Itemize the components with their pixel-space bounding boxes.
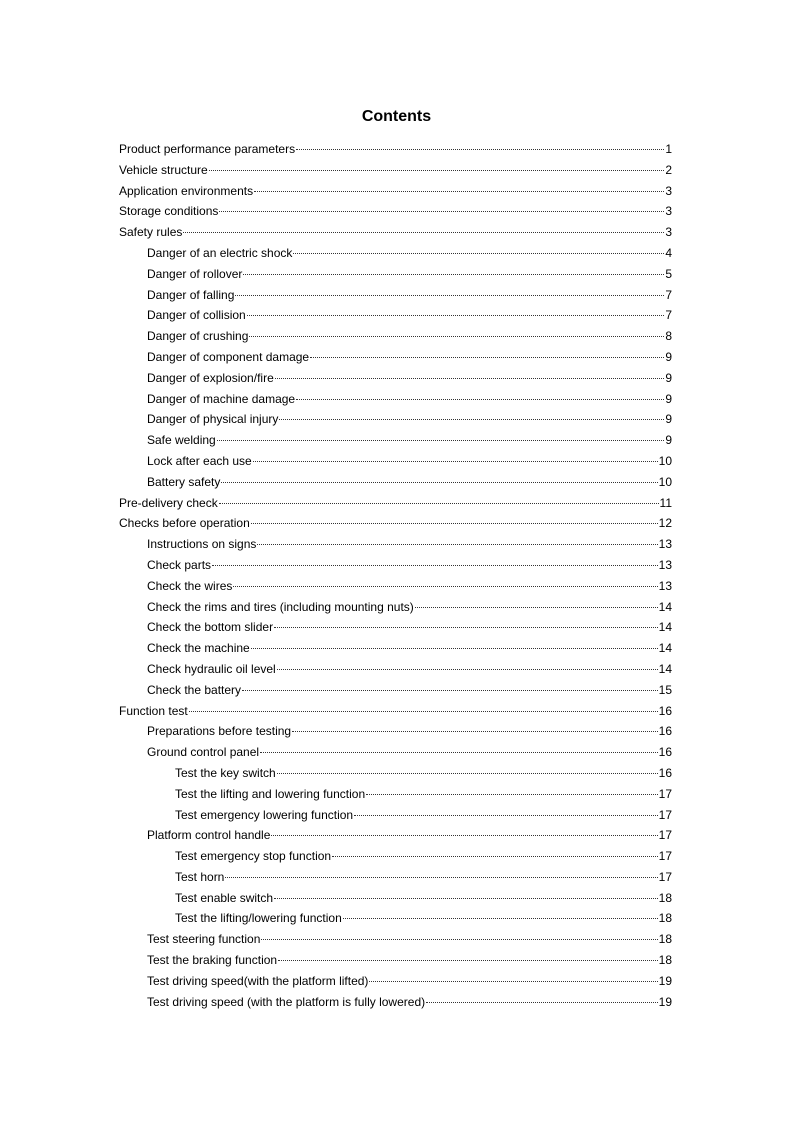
toc-entry-label: Platform control handle (147, 828, 271, 843)
toc-entry-page-number: 10 (658, 474, 672, 489)
dot-leader (426, 1002, 658, 1003)
toc-entry-label: Product performance parameters (119, 142, 296, 156)
toc-entry[interactable] (119, 513, 672, 534)
toc-entry-page-number: 11 (659, 495, 672, 510)
toc-entry-page-number: 4 (665, 245, 672, 260)
toc-entry[interactable] (119, 472, 672, 493)
dot-leader (251, 523, 658, 524)
toc-entry-page-number: 8 (665, 329, 672, 344)
toc-entry[interactable] (119, 784, 672, 805)
toc-entry-label: Danger of rollover (147, 266, 243, 281)
toc-entry-page-number: 10 (658, 453, 672, 468)
toc-entry-page-number: 15 (658, 682, 672, 697)
toc-entry-label: Danger of physical injury (147, 412, 279, 427)
dot-leader (217, 440, 665, 441)
toc-entry-label: Test steering function (147, 932, 261, 947)
toc-entry[interactable] (119, 451, 672, 472)
toc-entry-label: Danger of falling (147, 287, 235, 302)
toc-entry[interactable] (119, 181, 672, 202)
toc-entry-label: Test enable switch (175, 890, 274, 905)
toc-entry[interactable] (119, 305, 672, 326)
dot-leader (189, 711, 658, 712)
toc-entry[interactable] (119, 680, 672, 701)
toc-entry-label: Danger of machine damage (147, 391, 296, 406)
toc-entry[interactable] (119, 992, 672, 1013)
toc-entry-label: Danger of explosion/fire (147, 370, 274, 385)
toc-entry-page-number: 18 (658, 890, 672, 905)
toc-entry-page-number: 13 (658, 578, 672, 593)
toc-entry-label: Check the battery (147, 682, 242, 697)
toc-entry[interactable] (119, 742, 672, 763)
toc-entry-page-number: 2 (665, 162, 672, 177)
toc-entry-page-number: 16 (658, 745, 672, 760)
toc-entry-label: Check the wires (147, 578, 233, 593)
toc-entry-label: Test driving speed (with the platform is fully lowered) (147, 994, 426, 1009)
toc-entry[interactable] (119, 617, 672, 638)
toc-entry[interactable] (119, 888, 672, 909)
dot-leader (225, 877, 657, 878)
table-of-contents (119, 139, 672, 1012)
toc-entry-label: Test the lifting/lowering function (175, 911, 342, 926)
toc-entry[interactable] (119, 243, 672, 264)
toc-entry-page-number: 3 (665, 225, 672, 240)
dot-leader (261, 939, 657, 940)
toc-entry-label: Test the braking function (147, 953, 278, 968)
toc-entry-page-number: 16 (658, 765, 672, 780)
dot-leader (296, 149, 664, 150)
dot-leader (343, 918, 658, 919)
dot-leader (296, 399, 664, 400)
toc-entry-label: Pre-delivery check (119, 495, 218, 510)
toc-entry[interactable] (119, 222, 672, 243)
toc-entry-page-number: 17 (658, 828, 672, 843)
dot-leader (249, 336, 664, 337)
dot-leader (235, 295, 664, 296)
toc-entry-page-number: 17 (658, 869, 672, 884)
dot-leader (209, 170, 665, 171)
dot-leader (292, 731, 658, 732)
dot-leader (278, 960, 658, 961)
toc-entry-page-number: 19 (658, 973, 672, 988)
toc-entry-page-number: 7 (665, 308, 672, 323)
dot-leader (354, 815, 658, 816)
toc-entry[interactable] (119, 763, 672, 784)
toc-entry[interactable] (119, 285, 672, 306)
toc-entry-label: Test emergency stop function (175, 849, 332, 864)
dot-leader (254, 191, 664, 192)
dot-leader (183, 232, 664, 233)
toc-entry-label: Battery safety (147, 474, 221, 489)
toc-entry-page-number: 18 (658, 932, 672, 947)
dot-leader (274, 898, 658, 899)
toc-entry-label: Test horn (175, 869, 225, 884)
toc-entry-page-number: 9 (665, 412, 672, 427)
toc-entry-page-number: 9 (665, 391, 672, 406)
dot-leader (212, 565, 658, 566)
toc-entry[interactable] (119, 659, 672, 680)
dot-leader (415, 607, 658, 608)
dot-leader (219, 211, 664, 212)
dot-leader (332, 856, 658, 857)
toc-entry-page-number: 5 (665, 266, 672, 281)
toc-entry-page-number: 14 (658, 641, 672, 656)
toc-entry-label: Test the key switch (175, 765, 276, 780)
toc-entry-label: Safety rules (119, 225, 183, 240)
dot-leader (277, 773, 658, 774)
toc-entry[interactable] (119, 264, 672, 285)
dot-leader (274, 627, 658, 628)
toc-entry-page-number: 14 (658, 599, 672, 614)
toc-entry-page-number: 18 (658, 911, 672, 926)
toc-entry-label: Danger of component damage (147, 349, 310, 364)
toc-entry-page-number: 14 (658, 661, 672, 676)
toc-entry[interactable] (119, 825, 672, 846)
dot-leader (253, 461, 658, 462)
toc-entry-page-number: 1 (665, 142, 672, 156)
toc-entry[interactable] (119, 638, 672, 659)
toc-entry[interactable] (119, 534, 672, 555)
dot-leader (219, 503, 659, 504)
toc-entry-label: Ground control panel (147, 745, 260, 760)
toc-entry-label: Application environments (119, 183, 254, 198)
toc-entry-page-number: 16 (658, 724, 672, 739)
toc-entry[interactable] (119, 430, 672, 451)
toc-entry-label: Check the rims and tires (including mounting nuts) (147, 599, 414, 614)
toc-entry[interactable] (119, 721, 672, 742)
toc-entry-label: Check the machine (147, 641, 250, 656)
toc-entry-page-number: 12 (658, 516, 672, 531)
dot-leader (366, 794, 658, 795)
toc-entry[interactable] (119, 867, 672, 888)
toc-entry[interactable] (119, 409, 672, 430)
toc-entry[interactable] (119, 908, 672, 929)
toc-entry[interactable] (119, 493, 672, 514)
toc-entry[interactable] (119, 929, 672, 950)
toc-entry-label: Test emergency lowering function (175, 807, 354, 822)
toc-entry-label: Storage conditions (119, 204, 219, 219)
toc-entry-label: Vehicle structure (119, 162, 208, 177)
toc-entry-label: Lock after each use (147, 453, 252, 468)
dot-leader (279, 419, 664, 420)
toc-entry-page-number: 7 (665, 287, 672, 302)
dot-leader (251, 648, 658, 649)
toc-entry-label: Check parts (147, 557, 212, 572)
toc-entry-page-number: 13 (658, 537, 672, 552)
dot-leader (233, 586, 657, 587)
toc-entry-page-number: 9 (665, 370, 672, 385)
toc-entry-page-number: 9 (665, 433, 672, 448)
toc-entry[interactable] (119, 971, 672, 992)
toc-entry[interactable] (119, 701, 672, 722)
toc-entry-page-number: 17 (658, 849, 672, 864)
toc-entry-page-number: 18 (658, 953, 672, 968)
toc-entry-page-number: 9 (665, 349, 672, 364)
toc-entry-page-number: 17 (658, 807, 672, 822)
toc-entry[interactable] (119, 805, 672, 826)
toc-entry-page-number: 17 (658, 786, 672, 801)
toc-entry[interactable] (119, 389, 672, 410)
toc-entry-page-number: 16 (658, 703, 672, 718)
toc-entry-label: Check hydraulic oil level (147, 661, 276, 676)
toc-entry[interactable] (119, 326, 672, 347)
toc-entry-label: Danger of an electric shock (147, 245, 293, 260)
toc-entry-page-number: 3 (665, 183, 672, 198)
toc-entry-label: Preparations before testing (147, 724, 292, 739)
toc-entry[interactable] (119, 139, 672, 160)
dot-leader (257, 544, 657, 545)
toc-entry[interactable] (119, 576, 672, 597)
page-title: Contents (361, 108, 432, 125)
dot-leader (247, 315, 665, 316)
toc-entry[interactable] (119, 201, 672, 222)
toc-entry[interactable] (119, 555, 672, 576)
toc-entry[interactable] (119, 347, 672, 368)
dot-leader (293, 253, 664, 254)
toc-entry-label: Function test (119, 703, 188, 718)
dot-leader (243, 274, 664, 275)
dot-leader (275, 378, 665, 379)
toc-entry-page-number: 13 (658, 557, 672, 572)
toc-entry-page-number: 19 (658, 994, 672, 1009)
toc-entry[interactable] (119, 597, 672, 618)
toc-entry-label: Test driving speed(with the platform lifted) (147, 973, 369, 988)
dot-leader (221, 482, 657, 483)
dot-leader (277, 669, 658, 670)
dot-leader (310, 357, 664, 358)
dot-leader (260, 752, 658, 753)
dot-leader (369, 981, 657, 982)
toc-entry-page-number: 14 (658, 620, 672, 635)
toc-entry[interactable] (119, 368, 672, 389)
toc-entry[interactable] (119, 846, 672, 867)
toc-entry[interactable] (119, 950, 672, 971)
toc-entry[interactable] (119, 160, 672, 181)
toc-entry-label: Test the lifting and lowering function (175, 786, 366, 801)
dot-leader (271, 835, 657, 836)
toc-entry-label: Checks before operation (119, 516, 250, 531)
toc-entry-label: Check the bottom slider (147, 620, 274, 635)
toc-entry-label: Instructions on signs (147, 537, 257, 552)
toc-entry-label: Danger of collision (147, 308, 246, 323)
toc-entry-page-number: 3 (665, 204, 672, 219)
toc-entry-label: Danger of crushing (147, 329, 249, 344)
toc-entry-label: Safe welding (147, 433, 216, 448)
dot-leader (242, 690, 658, 691)
